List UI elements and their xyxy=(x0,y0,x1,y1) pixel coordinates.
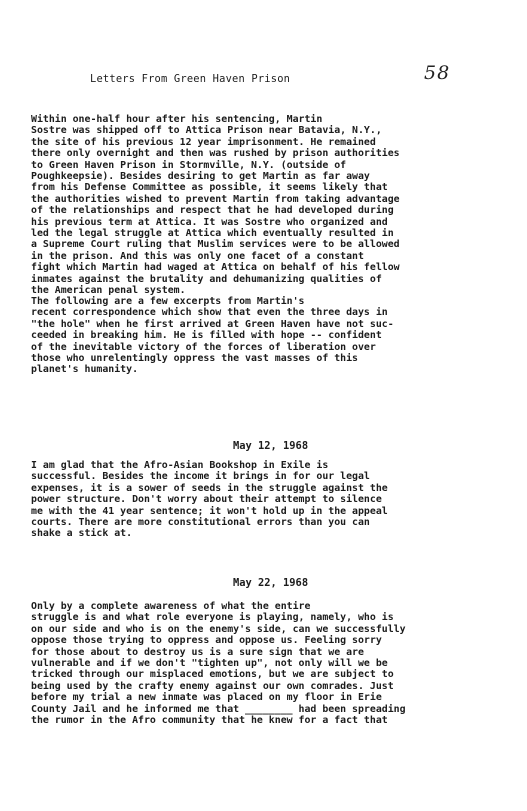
document-title: Letters From Green Haven Prison xyxy=(90,73,291,85)
letter-date: May 12, 1968 xyxy=(233,440,309,452)
letter-date: May 22, 1968 xyxy=(233,577,309,589)
paragraph-sentencing: Within one-half hour after his sentencing, Martin Sostre was shipped off to Attica Prison near Batavia, N.Y., the site of his previous 12 year imprisonment. He remained there only overnight and then was rushed by prison authorities to Green Haven Prison in Stormville, N.Y. (outside of Poughkeepsie). Besides desiring to get Martin as far away from his Defense Committee as possible, it seems likely that the authorities wished to prevent Martin from taking advantage of the relationships and respect that he had developed during his previous term at Attica. It was Sostre who organized and led the legal struggle at Attica which eventually resulted in a Supreme Court ruling that Muslim services were to be allowed in the prison. And this was only one facet of a constant fight which Martin had waged at Attica on behalf of his fellow inmates against the brutality and dehumanizing qualities of the American penal system. xyxy=(31,114,400,297)
paragraph-excerpts-intro: The following are a few excerpts from Martin's recent correspondence which show that even the three days in "the hole" when he first arrived at Green Haven have not suc- ceeded in breaking him. He is filled with hope -- confident of the inevitable victory of the forces of liberation over those who unrelentingly oppress the vast masses of this planet's humanity. xyxy=(31,296,394,376)
letter-body: Only by a complete awareness of what the entire struggle is and what role everyone is playing, namely, who is on our side and who is on the enemy's side, can we successfully oppose those trying to oppress and oppose us. Feeling sorry for those about to destroy us is a sure sign that we are vulnerable and if we don't "tighten up", not only will we be tricked through our misplaced emotions, but we are subject to being used by the crafty enemy against our own comrades. Just before my trial a new inmate was placed on my floor in Erie County Jail and he informed me that ________ had been spreading the rumor in the Afro community that he knew for a fact that xyxy=(31,601,406,727)
letter-body: I am glad that the Afro-Asian Bookshop in Exile is successful. Besides the income it brings in for our legal expenses, it is a sower of seeds in the struggle against the power structure. Don't worry about their attempt to silence me with the 41 year sentence; it won't hold up in the appeal courts. There are more constitutional errors than you can shake a stick at. xyxy=(31,460,388,540)
page-number: 58 xyxy=(424,62,451,84)
